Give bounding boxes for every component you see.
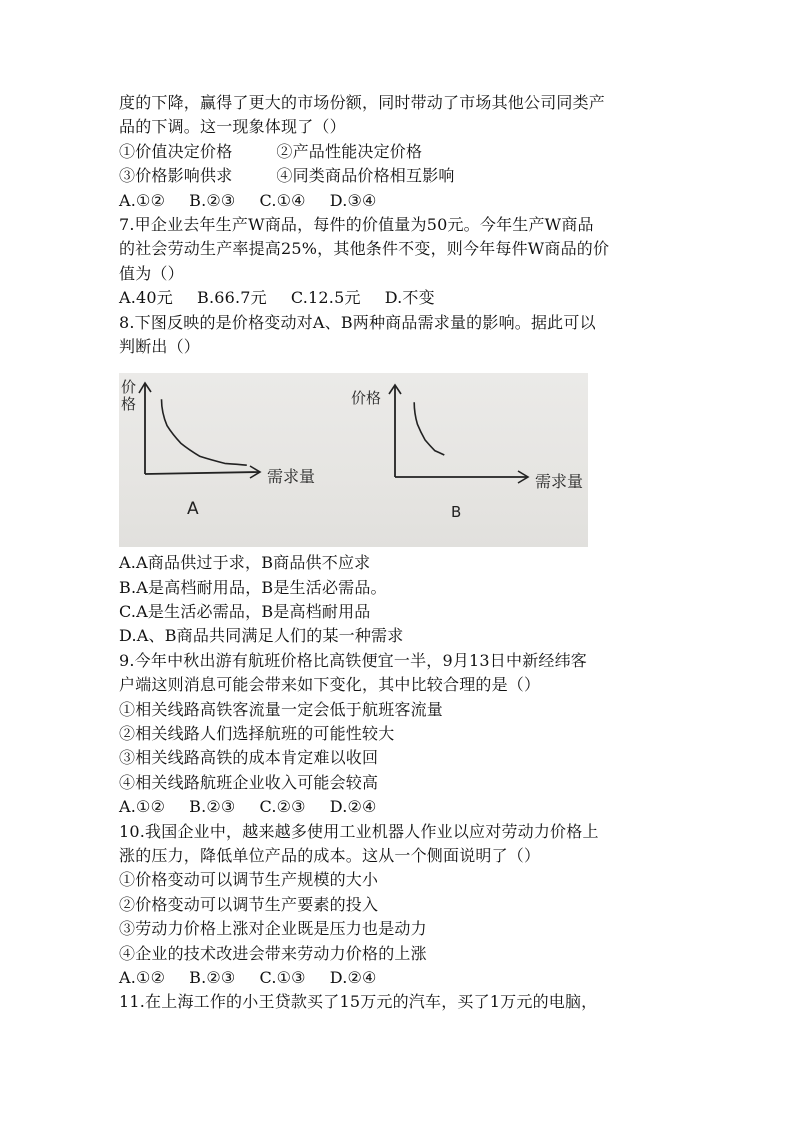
chart-a-x-label: 需求量 <box>267 467 316 487</box>
q7-option-b[interactable]: B.66.7元 <box>197 288 267 308</box>
q9-statement-1: ①相关线路高铁客流量一定会低于航班客流量 <box>119 699 444 719</box>
chart-b-name: B <box>451 503 462 522</box>
q9-option-b[interactable]: B.②③ <box>189 797 236 817</box>
q6-option-d[interactable]: D.③④ <box>329 190 377 210</box>
q10-option-c[interactable]: C.①③ <box>259 967 306 987</box>
passage-line-1: 度的下降，赢得了更大的市场份额，同时带动了市场其他公司同类产 <box>119 93 606 112</box>
q6-statement-4: ④同类商品价格相互影响 <box>276 166 455 186</box>
q6-statements-row-2 <box>119 164 679 188</box>
demand-curves-photo <box>119 373 588 547</box>
q6-statement-3: ③价格影响供求 <box>119 166 233 186</box>
q8-stem-2: 判断出（） <box>119 336 201 356</box>
chart-a-y-label: 价格 <box>121 378 137 414</box>
q7-option-c[interactable]: C.12.5元 <box>290 288 361 308</box>
q6-option-a[interactable]: A.①② <box>119 190 166 210</box>
q10-option-b[interactable]: B.②③ <box>189 967 236 987</box>
exam-page <box>119 91 679 1015</box>
q6-option-b[interactable]: B.②③ <box>189 190 236 210</box>
q10-statement-4: ④企业的技术改进会带来劳动力价格的上涨 <box>119 943 427 963</box>
chart-b-x-label: 需求量 <box>535 472 584 492</box>
q8-option-c[interactable]: C.A是生活必需品，B是高档耐用品 <box>119 602 371 622</box>
q6-option-c[interactable]: C.①④ <box>259 190 306 210</box>
q7-options <box>119 286 679 310</box>
chart-b-demand-curve <box>414 402 444 455</box>
q7-option-d[interactable]: D.不变 <box>384 288 435 308</box>
q7-stem-3: 值为（） <box>119 263 184 283</box>
q10-statement-3: ③劳动力价格上涨对企业既是压力也是动力 <box>119 919 427 939</box>
q8-option-d[interactable]: D.A、B商品共同满足人们的某一种需求 <box>119 626 404 646</box>
q10-option-d[interactable]: D.②④ <box>329 967 377 987</box>
q7-option-a[interactable]: A.40元 <box>119 288 174 308</box>
q6-statements-row-1 <box>119 140 679 164</box>
chart-a-demand-curve <box>162 399 247 465</box>
q7-stem-1: 7.甲企业去年生产W商品，每件的价值量为50元。今年生产W商品 <box>119 214 594 234</box>
q9-stem-1: 9.今年中秋出游有航班价格比高铁便宜一半，9月13日中新经纬客 <box>119 650 588 670</box>
q9-statement-2: ②相关线路人们选择航班的可能性较大 <box>119 724 395 744</box>
q9-statement-3: ③相关线路高铁的成本肯定难以收回 <box>119 748 379 768</box>
chart-a-x-axis <box>145 472 259 474</box>
q10-option-a[interactable]: A.①② <box>119 967 166 987</box>
q7-stem-2: 的社会劳动生产率提高25%，其他条件不变，则今年每件W商品的价 <box>119 239 610 259</box>
q6-options <box>119 189 679 213</box>
q9-option-c[interactable]: C.②③ <box>259 797 306 817</box>
q10-statement-2: ②价格变动可以调节生产要素的投入 <box>119 894 379 914</box>
chart-a-name: A <box>187 499 199 520</box>
q10-statement-1: ①价格变动可以调节生产规模的大小 <box>119 870 379 890</box>
q9-option-d[interactable]: D.②④ <box>329 797 377 817</box>
q10-options <box>119 966 679 990</box>
q10-stem-2: 涨的压力，降低单位产品的成本。这从一个侧面说明了（） <box>119 845 541 865</box>
q9-stem-2: 户端这则消息可能会带来如下变化，其中比较合理的是（） <box>119 675 541 695</box>
q9-options <box>119 795 679 819</box>
q8-option-b[interactable]: B.A是高档耐用品，B是生活必需品。 <box>119 577 387 597</box>
chart-b-y-label: 价格 <box>351 389 382 408</box>
q6-statement-1: ①价值决定价格 <box>119 141 233 161</box>
q10-stem-1: 10.我国企业中，越来越多使用工业机器人作业以应对劳动力价格上 <box>119 821 599 841</box>
passage-line-2: 品的下调。这一现象体现了（） <box>119 117 346 137</box>
q11-stem-1: 11.在上海工作的小王贷款买了15万元的汽车，买了1万元的电脑， <box>119 992 598 1012</box>
q9-option-a[interactable]: A.①② <box>119 797 166 817</box>
q9-statement-4: ④相关线路航班企业收入可能会较高 <box>119 772 379 792</box>
q8-option-a[interactable]: A.A商品供过于求，B商品供不应求 <box>119 553 371 573</box>
q8-stem-1: 8.下图反映的是价格变动对A、B两种商品需求量的影响。据此可以 <box>119 312 596 332</box>
q6-statement-2: ②产品性能决定价格 <box>276 141 423 161</box>
